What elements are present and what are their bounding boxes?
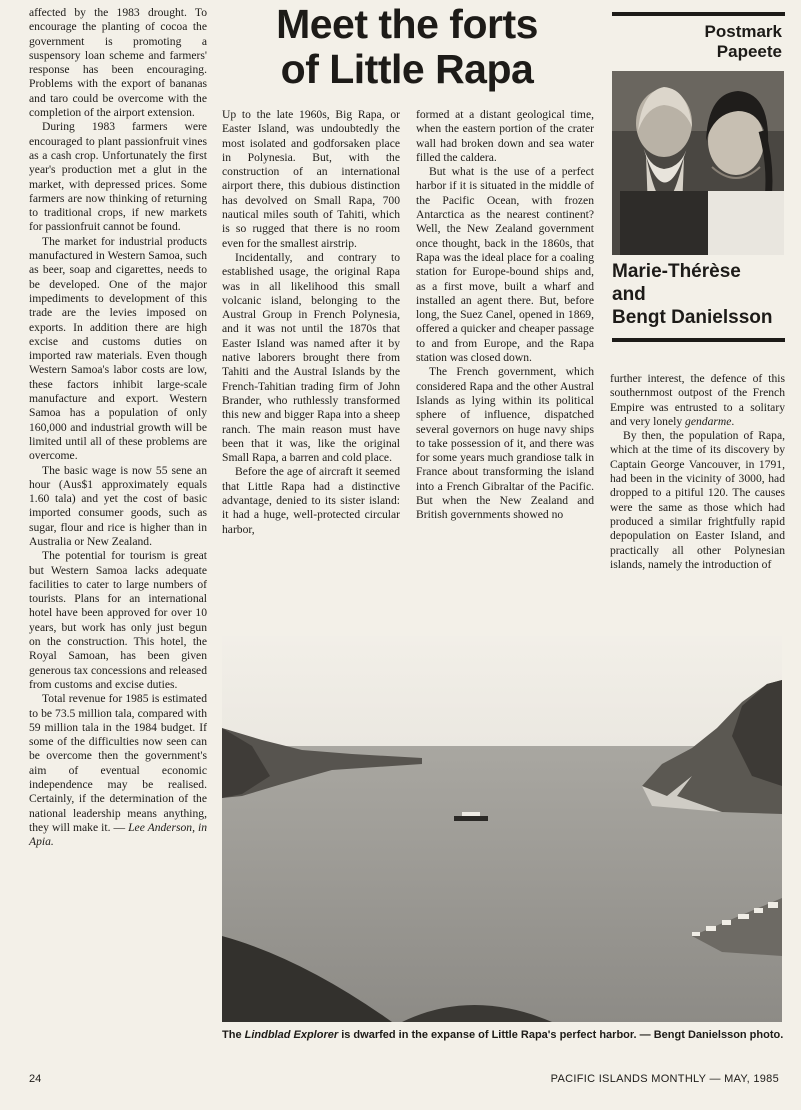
paragraph: Before the age of aircraft it seemed that Little Rapa had a distinctive advantage, denied to its sister island: it had a huge, well-protected circular harbor, — [222, 465, 400, 536]
author-name-2: Bengt Danielsson — [612, 307, 773, 328]
left-column — [29, 6, 207, 850]
author-conjunction: and — [612, 284, 646, 305]
paragraph: During 1983 farmers were encouraged to plant passionfruit vines as a cash crop. Unfortunately the first year's production met a glut in the market, with depressed prices. Some farmers are now thinking of returning to traditional crops, if new markets for passionfruit cannot be found. — [29, 120, 207, 234]
paragraph: Incidentally, and contrary to established usage, the original Rapa was in all likelihood this small volcanic island, belonging to the Austral Group in French Polynesia, and it was not until the 1870s that Easter Island was named after it by native laborers brought there from Tahiti and the Austral Islands by the French-Tahitian trading firm of John Brander, who ruthlessly transformed this new and bigger Rapa into a sheep ranch. The main reason must have been that it was, like the original Small Rapa, a barren and cold place. — [222, 250, 400, 465]
punctuation: . — [731, 414, 735, 428]
headline-line-1: Meet the forts — [276, 1, 538, 47]
paragraph-text: further interest, the defence of this southernmost outpost of the French Empire was entrusted to a solitary and very lonely — [610, 372, 785, 428]
kicker-line-2: Papeete — [716, 42, 782, 61]
paragraph: The basic wage is now 55 sene an hour (Aus$1 approximately equals 1.60 tala) and yet the cost of basic imported consumer goods, such as sugar, flour and rice is higher than in Australia or New Zealand. — [29, 463, 207, 548]
paragraph — [610, 372, 785, 429]
article-column-3 — [610, 372, 785, 572]
paragraph: But what is the use of a perfect harbor if it is situated in the middle of the Pacific Ocean, with frozen Antarctica as the nearest continent? Well, the New Zealand government once thought, back in the 1860s, that Rapa was the ideal place for a coaling station for Europe-bound ships and, as a first move, built a wharf and installed an agent there. But, before long, the Suez Canel, opened in 1869, offered a quicker and cheaper passage to and from Europe, and the Rapa station was closed down. — [416, 165, 594, 365]
section-kicker — [612, 22, 782, 62]
italic-term: gendarme — [685, 414, 732, 428]
headline-line-2: of Little Rapa — [280, 46, 534, 92]
author-name-1: Marie-Thérèse — [612, 261, 741, 282]
harbor-photo-drawing — [222, 636, 782, 1022]
article-column-2 — [416, 108, 594, 523]
paragraph: The potential for tourism is great but Western Samoa lacks adequate facilities to cater to large numbers of tourists. Plans for an international hotel have been approved for over 10 years, but work has only just begun on the construction. This hotel, the Royal Samoan, has been given generous tax concessions and released from customs and excise duties. — [29, 549, 207, 691]
caption-text: is dwarfed in the expanse of Little Rapa's perfect harbor. — Bengt Danielsson photo. — [341, 1029, 784, 1041]
harbor-photo — [222, 636, 782, 1022]
paragraph-text: Total revenue for 1985 is estimated to be 73.5 million tala, compared with 59 million tala in the 1984 budget. If some of the difficulties now seen can be overcome then the government's aim of eventual economic independence may be realised. Certainly, if the determination of the national leadership means anything, they will make it. — — [29, 692, 207, 834]
paragraph: Up to the late 1960s, Big Rapa, or Easter Island, was undoubtedly the most isolated and godforsaken place in Polynesia. But, with the construction of an international airport there, this dubious distinction has devolved on Small Rapa, 700 nautical miles south of Tahiti, which is so rugged that there is no room even for the smallest airstrip. — [222, 108, 400, 250]
authors-photo — [612, 71, 784, 255]
paragraph — [29, 692, 207, 849]
publication-footer: PACIFIC ISLANDS MONTHLY — MAY, 1985 — [550, 1073, 779, 1085]
article-column-1 — [222, 108, 400, 537]
ship-name: Lindblad Explorer — [244, 1029, 339, 1041]
paragraph: The market for industrial products manufactured in Western Samoa, such as beer, soap and cigarettes, needs to be developed. One of the major impediments to development of this trade are the levies imposed on exports. In addition there are high excise and customs duties on imported raw materials. Even though Western Samoa's labor costs are low, these factors inhibit large-scale manufacture and export. Western Samoa has a population of only 160,000 and industrial growth will be limited until all of these problems are overcome. — [29, 234, 207, 463]
signoff: Lee Anderson, in Apia. — [29, 820, 207, 849]
author-byline — [612, 260, 787, 329]
kicker-line-1: Postmark — [704, 22, 782, 41]
paragraph: By then, the population of Rapa, which at the time of its discovery by Captain George Vancouver, in 1791, had been in the vicinity of 3000, had dropped to a pitiful 120. The causes were the same as those which had produced a similar frightfully rapid depopulation on Easter Island, and practically all other Polynesian islands, namely the introduction of — [610, 429, 785, 571]
authors-photo-drawing — [612, 71, 784, 255]
page-number: 24 — [29, 1073, 42, 1085]
divider-rule — [612, 338, 785, 342]
paragraph: formed at a distant geological time, when the eastern portion of the crater wall had broken down and sea water filled the caldera. — [416, 108, 594, 164]
paragraph: affected by the 1983 drought. To encourage the planting of cocoa the government is promoting a suspensory loan scheme and farmers' response has been encouraging. Problems with the export of bananas and taro could be overcome with the completion of the airport extension. — [29, 6, 207, 120]
paragraph: The French government, which considered Rapa and the other Austral Islands as lying within its political sphere of influence, dispatched several governors on huge navy ships to take possession of it, and there was for some years much grandiose talk in France about transforming the island into a French Gibraltar of the Pacific. But when the New Zealand and British governments showed no — [416, 365, 594, 522]
divider-rule — [612, 12, 785, 16]
headline — [222, 2, 592, 92]
photo-caption — [222, 1029, 785, 1043]
caption-text: The — [222, 1029, 242, 1041]
